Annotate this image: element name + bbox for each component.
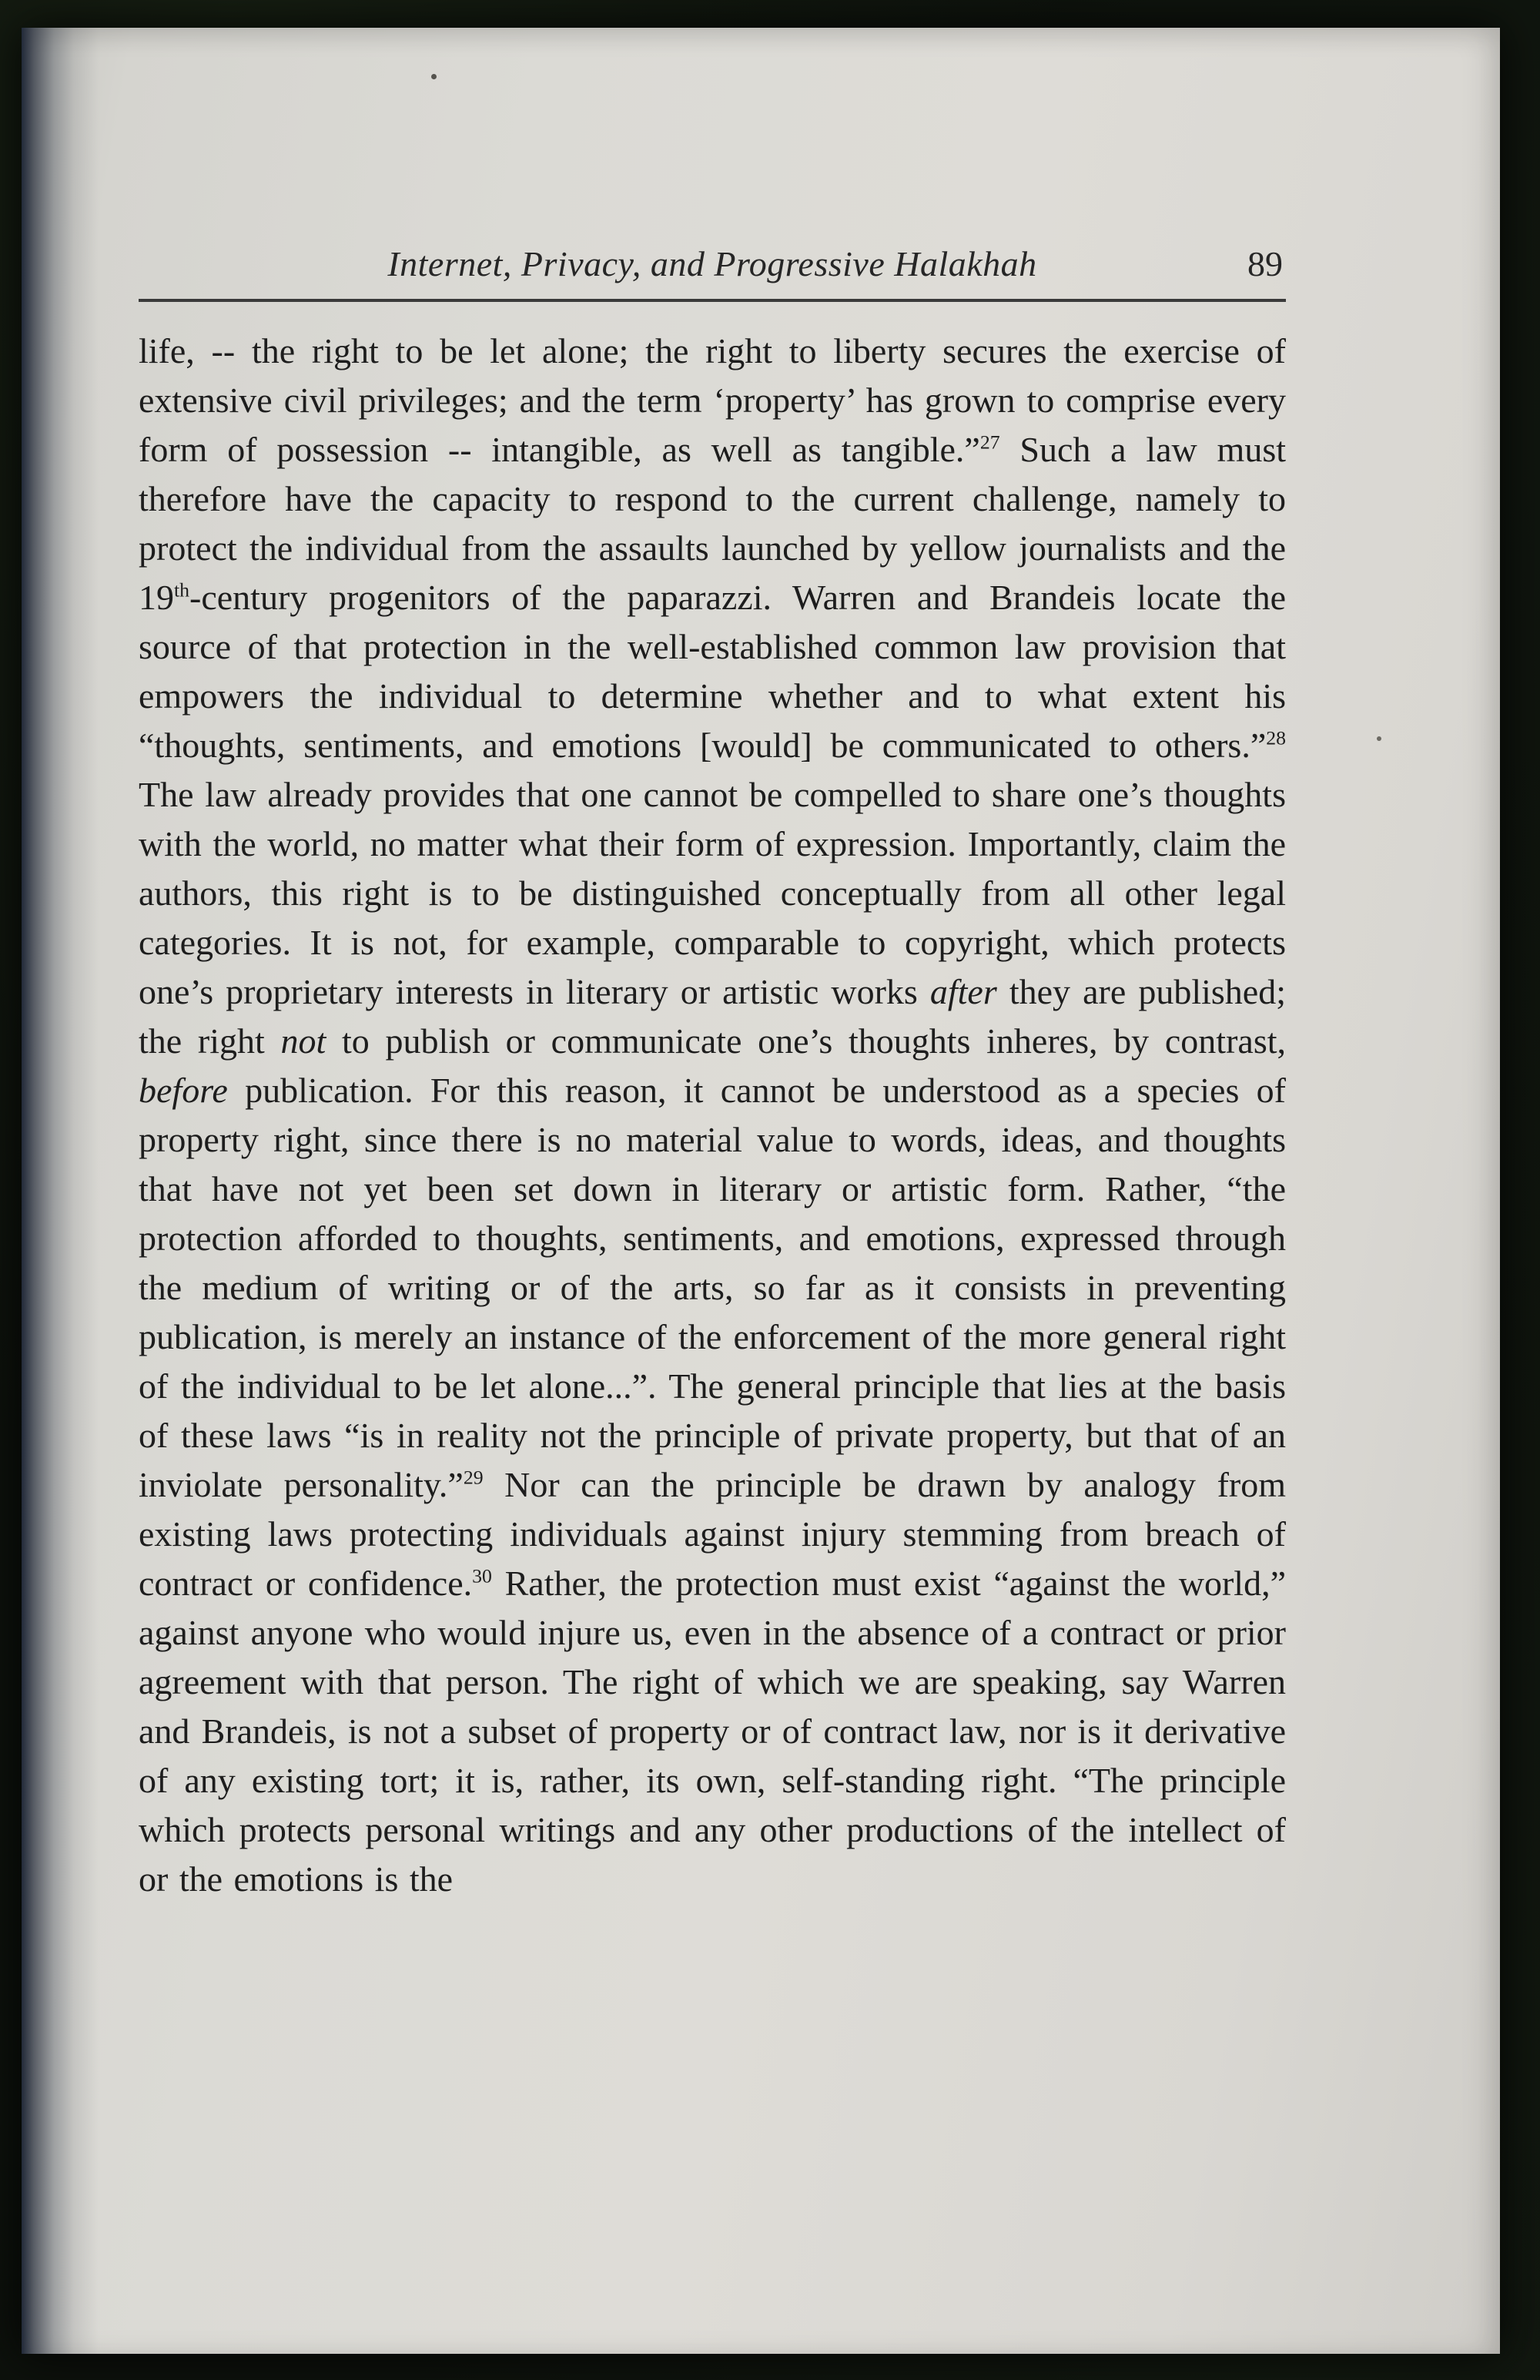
running-header-title: Internet, Privacy, and Progressive Halakhah [387,244,1037,283]
page-number: 89 [1247,244,1283,283]
body-text: life, -- the right to be let alone; the right to liberty secures the exercise of extensive civil privileges; and the term ‘property’ has grown to comprise every form of possession -- intangible, as well as tangible.”$^{27}$ Such a law must therefore have the capacity to respond to the current challenge, namely to protect the individual from the assaults launched by yellow journalists and the 19th-century progenitors of the paparazzi. Warren and Brandeis locate the source of that protection in the well-established common law provision that empowers the individual to determine whether and to what extent his “thoughts, sentiments, and emotions [would] be communicated to others.”$^{28}$ The law already provides that one cannot be compelled to share one’s thoughts with the world, no matter what their form of expression. Importantly, claim the authors, this right is to be distinguished conceptually from all other legal categories. It is not, for example, comparable to copyright, which protects one’s proprietary interests in literary or artistic works after they are published; the right not to publish or communicate one’s thoughts inheres, by contrast, before publication. For this reason, it cannot be understood as a species of property right, since there is no material value to words, ideas, and thoughts that have not yet been set down in literary or artistic form. Rather, “the protection afforded to thoughts, sentiments, and emotions, expressed through the medium of writing or of the arts, so far as it consists in preventing publication, is merely an instance of the enforcement of the more general right of the individual to be let alone...”. The general principle that lies at the basis of these laws “is in reality not the principle of private property, but that of an inviolate personality.”$^{29}$ Nor can the principle be drawn by analogy from existing laws protecting individuals against injury stemming from breach of contract or confidence.$^{30}$ Rather, the protection must exist “against the world,” against anyone who would injure us, even in the absence of a contract or prior agreement with that person. The right of which we are speaking, say Warren and Brandeis, is not a subset of property or of contract law, nor is it derivative of any existing tort; it is, rather, its own, self-standing right. “The principle which protects personal writings and any other productions of the intellect of or the emotions is the [139,331,1287,1899]
scan-speck [1377,736,1381,741]
book-page [22,28,1500,2354]
page-content [139,28,1286,1904]
running-header [139,242,1286,302]
book-spine-shadow [22,28,99,2354]
